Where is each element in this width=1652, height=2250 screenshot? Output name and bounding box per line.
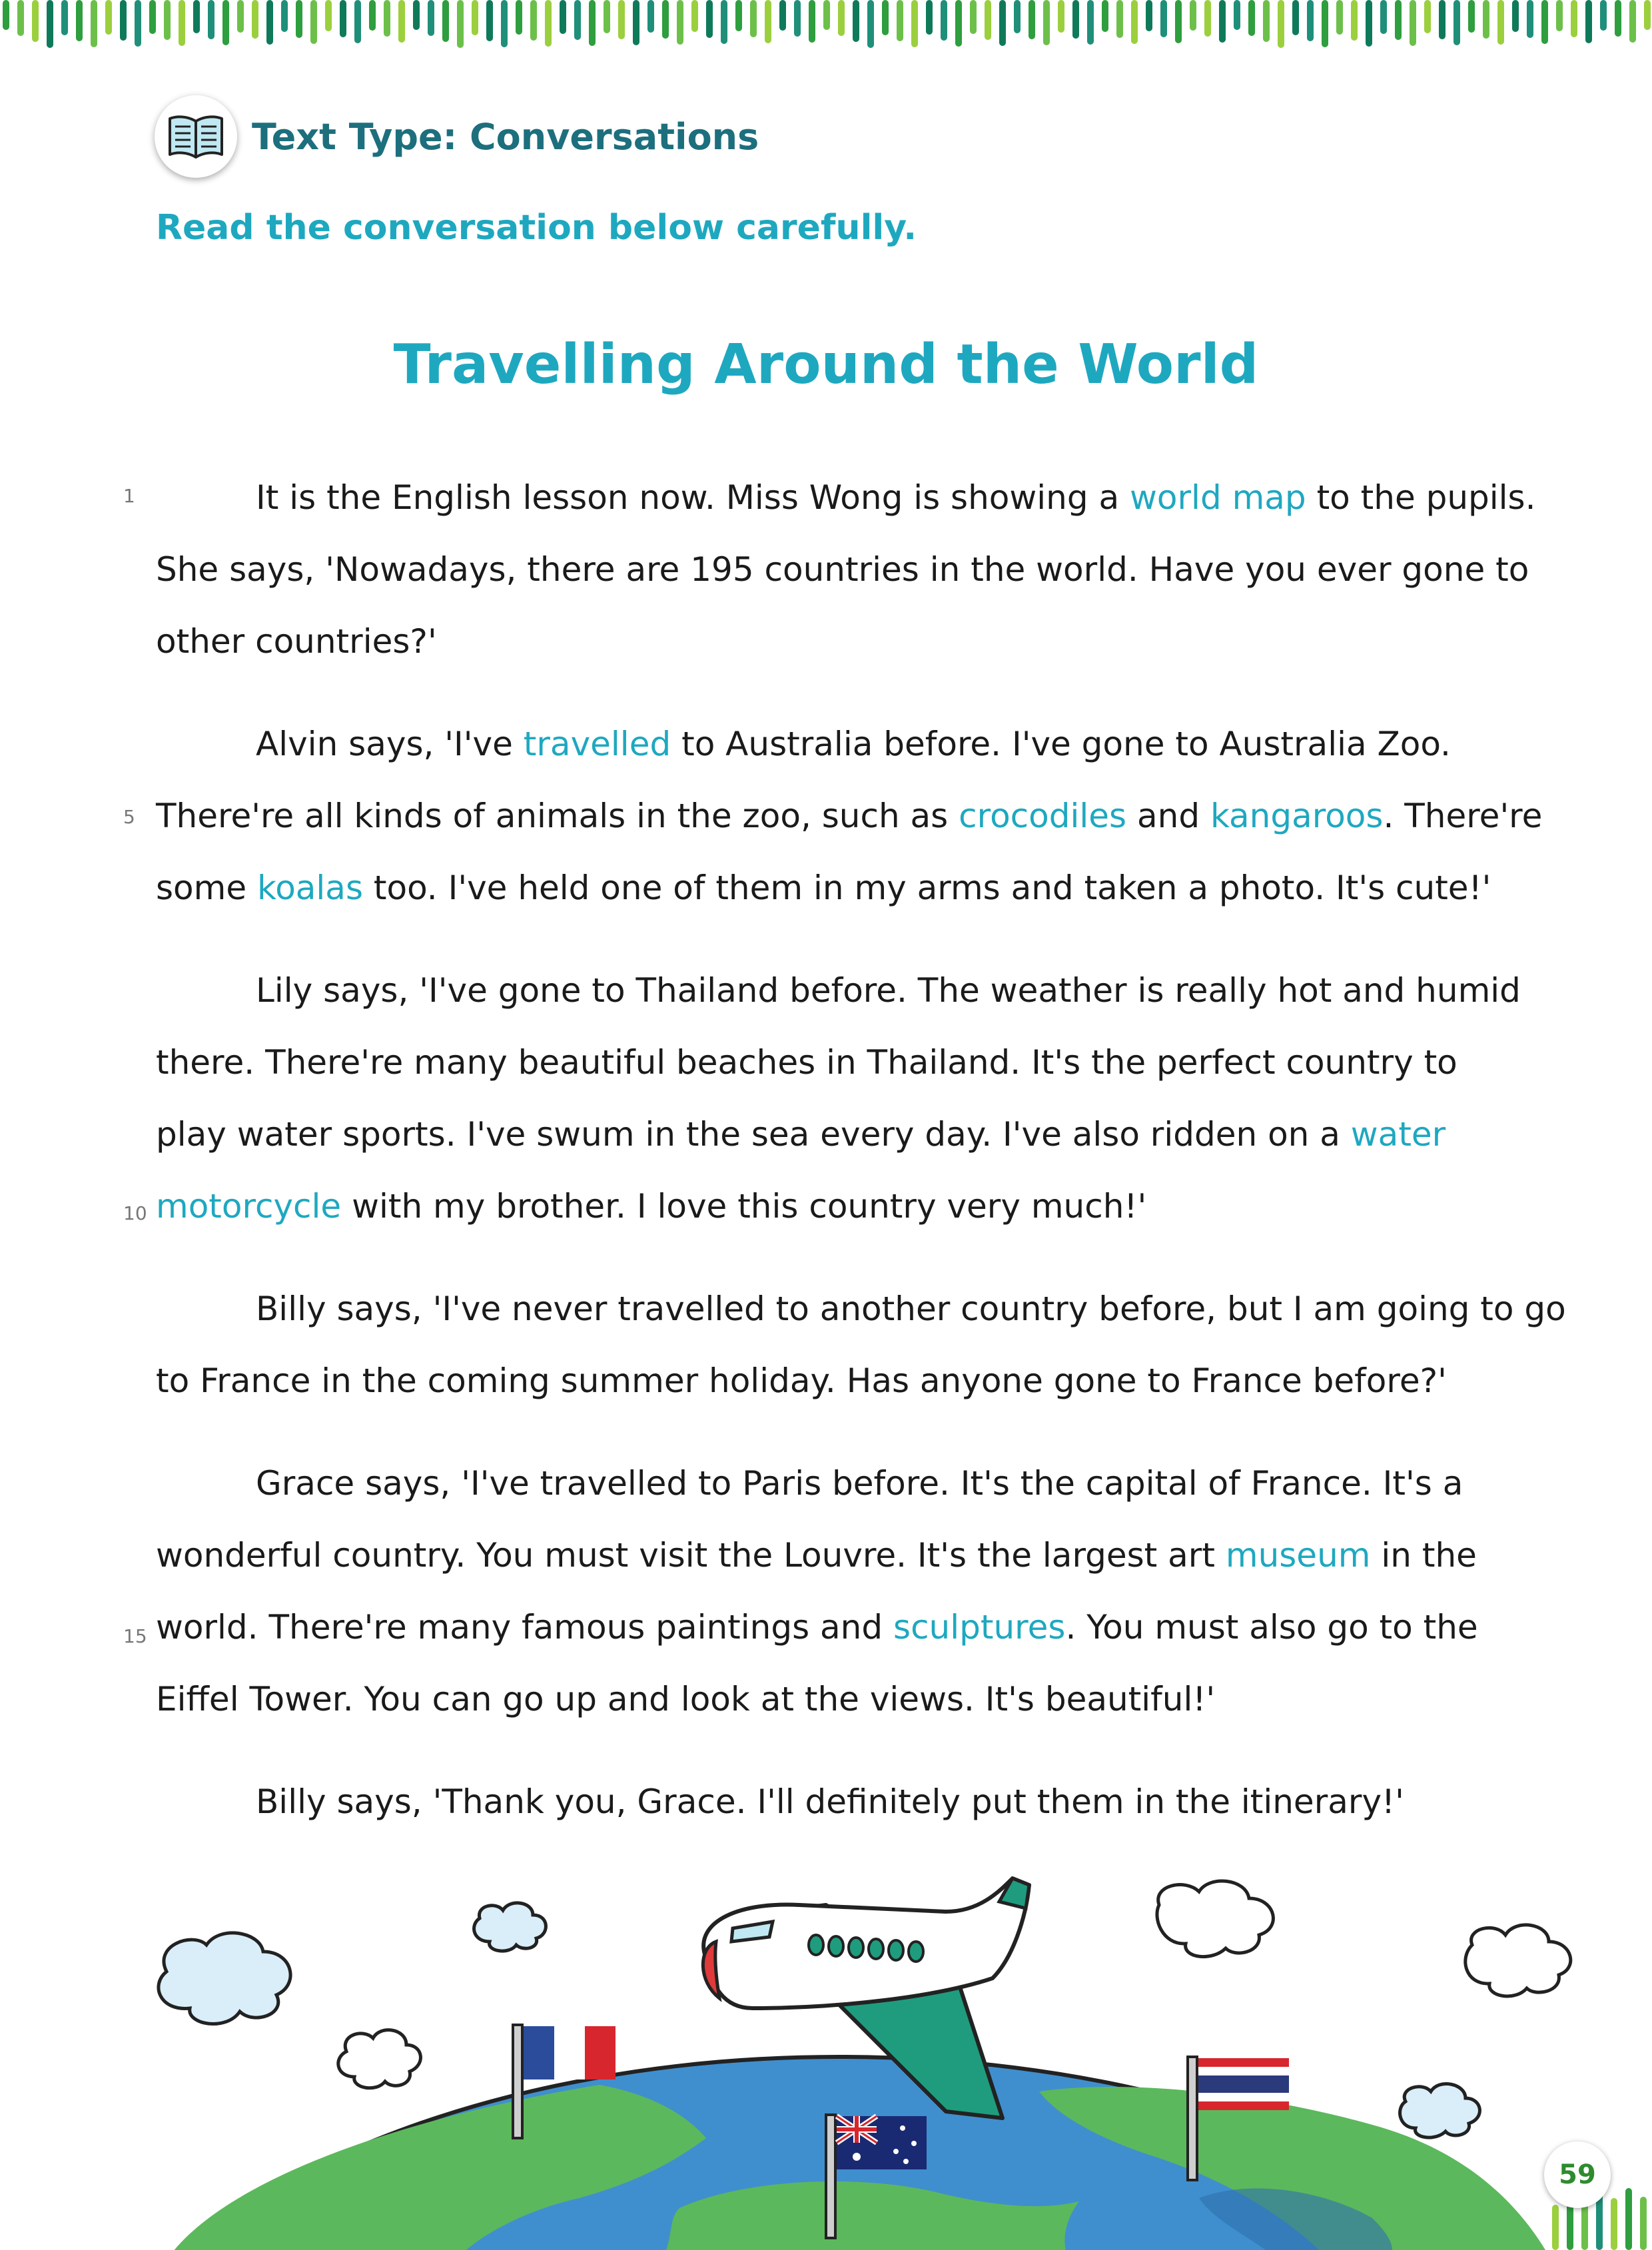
- stripe: [1234, 0, 1240, 30]
- stripe: [516, 0, 522, 35]
- line-number: 1: [123, 485, 135, 507]
- stripe: [1102, 0, 1108, 32]
- stripe: [1014, 0, 1021, 33]
- stripe: [457, 0, 464, 48]
- stripe: [91, 0, 97, 47]
- stripe: [662, 0, 669, 39]
- stripe: [164, 0, 171, 40]
- stripe: [428, 0, 434, 36]
- stripe: [1571, 0, 1577, 37]
- vocabulary-word: motorcycle: [156, 1187, 342, 1226]
- stripe: [472, 0, 478, 35]
- stripe: [1483, 0, 1489, 39]
- stripe: [970, 0, 977, 34]
- cloud-icon: [1400, 2084, 1480, 2138]
- stripe: [120, 0, 127, 41]
- stripe: [149, 0, 156, 34]
- passage-line: [156, 1604, 1478, 1651]
- page-number: 59: [1544, 2141, 1611, 2208]
- passage-text: to the pupils.: [1306, 478, 1536, 517]
- stripe: [384, 0, 390, 37]
- top-stripe-border: [0, 0, 1652, 50]
- stripe: [545, 0, 552, 47]
- stripe: [1468, 0, 1475, 33]
- stripe: [589, 0, 596, 46]
- stripe: [76, 0, 83, 41]
- line-number: 5: [123, 806, 135, 828]
- text-type-header: [155, 93, 759, 180]
- stripe: [1629, 0, 1636, 43]
- passage-text: . You must also go to the: [1065, 1608, 1478, 1647]
- stripe: [823, 0, 830, 30]
- stripe: [1307, 0, 1314, 41]
- passage-line: [156, 1111, 1446, 1158]
- stripe: [1263, 0, 1270, 42]
- passage-text: Billy says, 'Thank you, Grace. I'll definitely put them in the itinerary!': [256, 1782, 1404, 1821]
- stripe: [911, 0, 918, 47]
- stripe: [647, 0, 654, 33]
- stripe: [61, 0, 68, 35]
- vocabulary-word: museum: [1225, 1536, 1371, 1575]
- stripe: [1146, 0, 1152, 31]
- vocabulary-word: kangaroos: [1210, 797, 1384, 835]
- stripe: [1336, 0, 1343, 35]
- stripe: [1322, 0, 1328, 47]
- stripe: [1556, 0, 1563, 31]
- passage-text: There're all kinds of animals in the zoo, such as: [156, 797, 959, 835]
- passage-text: to Australia before. I've gone to Australia Zoo.: [671, 725, 1451, 763]
- stripe: [1497, 0, 1504, 45]
- passage-text: world. There're many famous paintings and: [156, 1608, 894, 1647]
- stripe: [706, 0, 713, 38]
- stripe: [838, 0, 845, 36]
- passage-text: Lily says, 'I've gone to Thailand before. The weather is really hot and humid: [256, 971, 1521, 1010]
- passage-line: [156, 865, 1491, 911]
- cloud-icon: [1465, 1925, 1571, 1996]
- passage-line: [156, 1676, 1215, 1722]
- stripe: [1453, 0, 1460, 45]
- passage-line: [256, 1778, 1404, 1825]
- stripe: [398, 0, 405, 43]
- stripe: [985, 0, 991, 40]
- passage-text: She says, 'Nowadays, there are 195 countries in the world. Have you ever gone to: [156, 550, 1529, 589]
- stripe: [3, 0, 9, 30]
- stripe: [354, 0, 361, 43]
- text-type-label: Text Type: Conversations: [252, 115, 759, 158]
- stripe: [310, 0, 317, 44]
- passage-line: [156, 1357, 1447, 1404]
- passage-text: Billy says, 'I've never travelled to another country before, but I am going to go: [256, 1290, 1566, 1328]
- passage-line: [256, 967, 1521, 1014]
- stripe: [1248, 0, 1255, 36]
- passage-line: [156, 618, 437, 665]
- travel-illustration: [0, 1865, 1652, 2250]
- stripe: [32, 0, 39, 42]
- stripe: [1600, 0, 1607, 31]
- stripe: [691, 0, 698, 32]
- stripe: [1204, 0, 1211, 37]
- stripe: [325, 0, 332, 31]
- stripe: [882, 0, 889, 35]
- passage-line: [256, 474, 1536, 521]
- stripe: [1424, 0, 1431, 33]
- cloud-icon: [159, 1933, 290, 2024]
- stripe: [237, 0, 244, 33]
- stripe: [1072, 0, 1079, 39]
- stripe: [1395, 0, 1402, 40]
- stripe: [501, 0, 508, 47]
- stripe: [1190, 0, 1196, 31]
- stripe: [1131, 0, 1138, 44]
- stripe: [1058, 0, 1064, 33]
- stripe: [1512, 0, 1519, 32]
- stripe: [1410, 0, 1416, 46]
- stripe: [779, 0, 786, 31]
- stripe: [604, 0, 610, 33]
- passage-text: some: [156, 869, 258, 907]
- cloud-icon: [338, 2030, 421, 2088]
- passage-text: there. There're many beautiful beaches in Thailand. It's the perfect country to: [156, 1043, 1457, 1082]
- stripe: [340, 0, 346, 37]
- stripe: [677, 0, 683, 45]
- vocabulary-word: sculptures: [893, 1608, 1066, 1647]
- stripe: [897, 0, 903, 41]
- stripe: [1160, 0, 1167, 37]
- passage-text: and: [1126, 797, 1210, 835]
- stripe: [1366, 0, 1372, 47]
- vocabulary-word: travelled: [523, 725, 671, 763]
- stripe: [750, 0, 757, 37]
- passage-line: [156, 1532, 1477, 1579]
- passage-text: other countries?': [156, 622, 437, 661]
- stripe: [721, 0, 727, 44]
- vocabulary-word: world map: [1130, 478, 1306, 517]
- stripe: [1585, 0, 1592, 43]
- line-number: 15: [123, 1625, 147, 1647]
- passage-text: It is the English lesson now. Miss Wong is showing a: [256, 478, 1130, 517]
- stripe: [222, 0, 229, 45]
- stripe: [266, 0, 273, 45]
- stripe: [926, 0, 933, 35]
- stripe: [208, 0, 214, 39]
- passage-line: [256, 1460, 1463, 1507]
- passage-line: [156, 546, 1529, 593]
- stripe: [941, 0, 947, 41]
- stripe: [135, 0, 141, 47]
- stripe: [560, 0, 566, 34]
- stripe: [999, 0, 1006, 46]
- passage-text: Eiffel Tower. You can go up and look at the views. It's beautiful!': [156, 1680, 1216, 1718]
- stripe: [1380, 0, 1387, 34]
- passage-text: to France in the coming summer holiday. Has anyone gone to France before?': [156, 1361, 1447, 1400]
- passage-title: Travelling Around the World: [393, 333, 1259, 396]
- stripe: [867, 0, 874, 48]
- stripe: [1219, 0, 1226, 43]
- stripe: [955, 0, 962, 47]
- stripe: [530, 0, 537, 41]
- stripe: [1292, 0, 1299, 35]
- stripe: [1087, 0, 1094, 45]
- passage-line: [156, 1039, 1457, 1086]
- vocabulary-word: crocodiles: [959, 797, 1127, 835]
- stripe: [794, 0, 801, 37]
- stripe: [296, 0, 302, 38]
- passage-text: Alvin says, 'I've: [256, 725, 524, 763]
- passage-line: [256, 721, 1451, 767]
- passage-text: too. I've held one of them in my arms and taken a photo. It's cute!': [363, 869, 1491, 907]
- stripe: [1615, 0, 1621, 37]
- stripe: [105, 0, 112, 35]
- stripe: [281, 0, 288, 32]
- cloud-icon: [1157, 1881, 1273, 1957]
- stripe: [17, 0, 24, 36]
- stripe: [47, 0, 53, 48]
- stripe: [853, 0, 859, 42]
- passage-text: with my brother. I love this country very much!': [341, 1187, 1147, 1226]
- line-number: 10: [123, 1202, 147, 1224]
- stripe: [633, 0, 639, 45]
- open-book-icon: [167, 113, 224, 160]
- passage-line: [156, 1183, 1146, 1230]
- stripe: [618, 0, 625, 39]
- stripe: [413, 0, 420, 30]
- vocabulary-word: koalas: [257, 869, 363, 907]
- stripe: [179, 0, 185, 46]
- stripe: [765, 0, 771, 43]
- stripe: [442, 0, 449, 42]
- passage-text: wonderful country. You must visit the Louvre. It's the largest art: [156, 1536, 1226, 1575]
- stripe: [735, 0, 742, 31]
- stripe: [1351, 0, 1358, 41]
- stripe: [1278, 0, 1284, 48]
- passage-text: . There're: [1383, 797, 1543, 835]
- cloud-icon: [474, 1903, 546, 1951]
- stripe: [1029, 0, 1035, 39]
- stripe: [574, 0, 581, 40]
- passage-line: [156, 793, 1542, 839]
- book-badge: [155, 95, 237, 178]
- stripe: [1541, 0, 1548, 44]
- passage-text: in the: [1370, 1536, 1477, 1575]
- vocabulary-word: water: [1350, 1115, 1446, 1154]
- stripe: [1527, 0, 1533, 38]
- passage-text: play water sports. I've swum in the sea every day. I've also ridden on a: [156, 1115, 1351, 1154]
- reading-instruction: Read the conversation below carefully.: [156, 208, 917, 248]
- passage-line: [256, 1286, 1566, 1332]
- stripe: [193, 0, 200, 33]
- stripe: [1116, 0, 1123, 38]
- stripe: [809, 0, 815, 43]
- stripe: [1043, 0, 1050, 45]
- passage-text: Grace says, 'I've travelled to Paris before. It's the capital of France. It's a: [256, 1464, 1463, 1503]
- stripe: [1439, 0, 1446, 39]
- stripe: [486, 0, 493, 41]
- stripe: [1175, 0, 1182, 43]
- stripe: [252, 0, 258, 39]
- stripe: [369, 0, 376, 31]
- stripe: [1644, 0, 1651, 30]
